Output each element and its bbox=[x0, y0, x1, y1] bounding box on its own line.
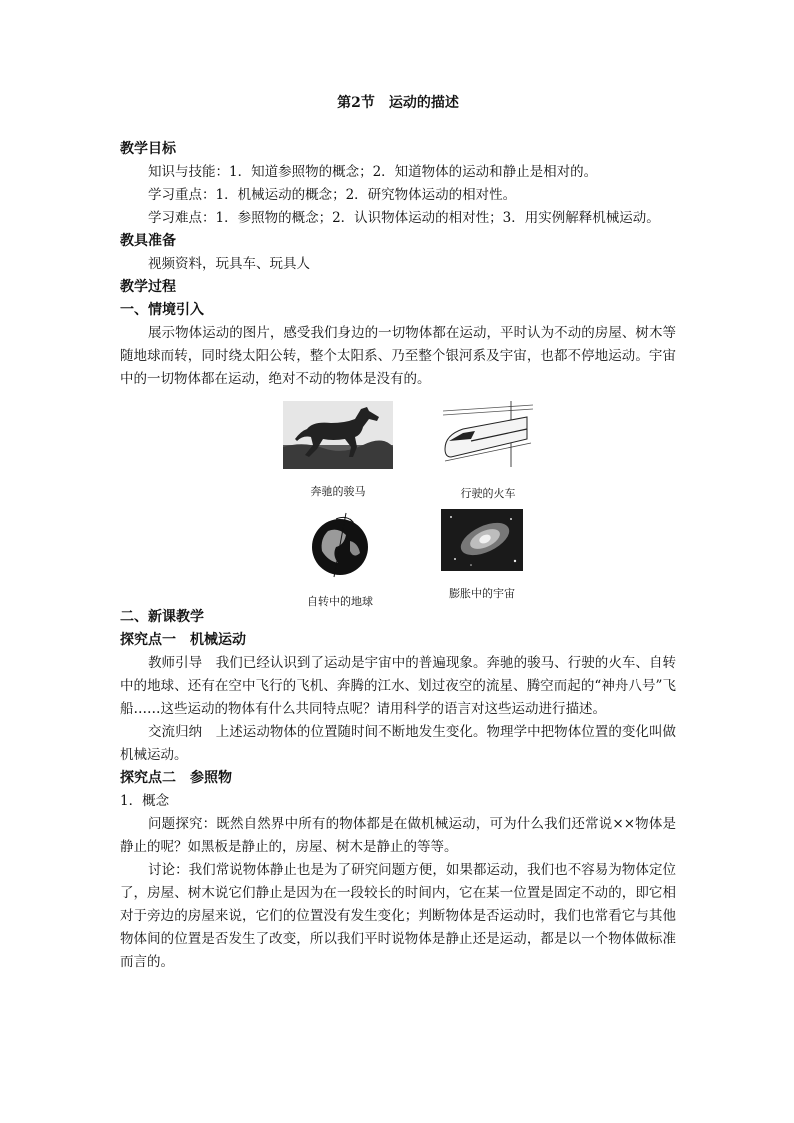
intro-paragraph: 展示物体运动的图片，感受我们身边的一切物体都在运动，平时认为不动的房屋、树木等随地球而转，同时绕太阳公转，整个太阳系、乃至整个银河系及宇宙，也都不停地运动。宇宙中的一切物体都在运动，绝对不动的物体是没有的。 bbox=[120, 325, 676, 387]
goal-line-1: 知识与技能：1．知道参照物的概念；2．知道物体的运动和静止是相对的。 bbox=[148, 164, 598, 180]
prep-heading: 教具准备 bbox=[120, 233, 176, 249]
universe-image bbox=[441, 509, 523, 571]
process-heading: 教学过程 bbox=[120, 279, 176, 295]
point1-paragraph-2: 交流归纳 上述运动物体的位置随时间不断地发生变化。物理学中把物体位置的变化叫做机械运动。 bbox=[120, 724, 676, 763]
figure-grid bbox=[120, 397, 676, 608]
caption-earth: 自转中的地球 bbox=[307, 595, 373, 608]
point2-paragraph-1: 问题探究：既然自然界中所有的物体都是在做机械运动，可为什么我们还常说××物体是静止的呢？如黑板是静止的，房屋、树木是静止的等等。 bbox=[120, 816, 676, 855]
figure-horse bbox=[282, 401, 394, 499]
figure-universe bbox=[438, 509, 526, 601]
caption-horse: 奔驰的骏马 bbox=[310, 485, 366, 498]
point2-heading: 探究点二 参照物 bbox=[120, 770, 232, 786]
goal-line-3: 学习难点：1．参照物的概念；2．认识物体运动的相对性；3．用实例解释机械运动。 bbox=[148, 210, 660, 226]
goal-line-2: 学习重点：1．机械运动的概念；2．研究物体运动的相对性。 bbox=[148, 187, 517, 203]
prep-text: 视频资料，玩具车、玩具人 bbox=[148, 256, 310, 272]
document-body bbox=[120, 92, 676, 974]
figure-train bbox=[440, 401, 536, 501]
caption-train: 行驶的火车 bbox=[460, 487, 516, 500]
train-image bbox=[441, 401, 535, 471]
page-title: 第2节 运动的描述 bbox=[337, 95, 459, 111]
caption-universe: 膨胀中的宇宙 bbox=[449, 587, 515, 600]
point1-heading: 探究点一 机械运动 bbox=[120, 632, 246, 648]
horse-image bbox=[283, 401, 393, 469]
figure-earth bbox=[302, 511, 378, 609]
point1-paragraph-1: 教师引导 我们已经认识到了运动是宇宙中的普遍现象。奔驰的骏马、行驶的火车、自转中的地球、还有在空中飞行的飞机、奔腾的江水、划过夜空的流星、腾空而起的“神舟八号”飞船……这些运动的物体有什么共同特点呢？请用科学的语言对这些运动进行描述。 bbox=[120, 655, 676, 717]
point2-item-1: 1．概念 bbox=[120, 793, 170, 809]
section-new-lesson-heading: 二、新课教学 bbox=[120, 609, 204, 625]
section-intro-heading: 一、情境引入 bbox=[120, 302, 204, 318]
earth-image bbox=[306, 511, 374, 579]
goals-heading: 教学目标 bbox=[120, 141, 176, 157]
point2-paragraph-2: 讨论：我们常说物体静止也是为了研究问题方便，如果都运动，我们也不容易为物体定位了，房屋、树木说它们静止是因为在一段较长的时间内，它在某一位置是固定不动的，即它相对于旁边的房屋来说，它们的位置没有发生变化；判断物体是否运动时，我们也常看它与其他物体间的位置是否发生了改变，所以我们平时说物体是静止还是运动，都是以一个物体做标准而言的。 bbox=[120, 862, 676, 970]
